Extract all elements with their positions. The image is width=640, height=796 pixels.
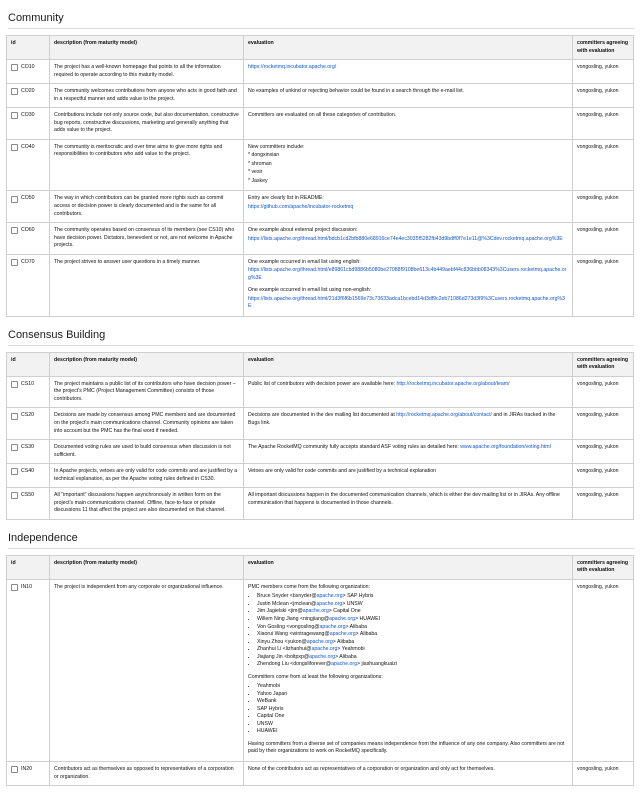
cell-committers: vongosling, yukon bbox=[573, 579, 634, 761]
row-id-label: CO10 bbox=[21, 64, 35, 71]
eval-link[interactable]: apache.org bbox=[329, 615, 355, 622]
eval-text-line: * dongxinxian bbox=[248, 152, 280, 159]
cell-evaluation bbox=[244, 108, 573, 140]
table-row bbox=[7, 191, 634, 223]
column-header-3: committers agreeing with evaluation bbox=[573, 352, 634, 376]
cell-committers: vongosling, yukon bbox=[573, 223, 634, 255]
column-header-2: evaluation bbox=[244, 555, 573, 579]
eval-bullet-item: • Xiaorui Wang <wintragewang@apache.org> Alibaba bbox=[257, 631, 568, 639]
cell-description: All "important" discussions happen asynchronously in written form on the project's main communications channel. Offline, face-to-face or private discussions 11 that affect the project are also documented on that channel. bbox=[50, 488, 244, 520]
eval-bullet-list bbox=[248, 593, 568, 668]
eval-link[interactable]: apache.org bbox=[306, 638, 333, 645]
eval-link[interactable]: apache.org bbox=[316, 600, 343, 607]
checkbox-icon[interactable] bbox=[11, 766, 18, 773]
cell-description: The community is meritocratic and over time aims to give more rights and responsibilities to contributors who add value to the project. bbox=[50, 139, 244, 191]
table-header bbox=[7, 555, 634, 579]
cell-description: The community welcomes contributions from anyone who acts in good faith and in a respectful manner and adds value to the project. bbox=[50, 84, 244, 108]
column-header-3: committers agreeing with evaluation bbox=[573, 36, 634, 60]
cell-description: The project strives to answer user questions in a timely manner. bbox=[50, 254, 244, 316]
cell-committers: vongosling, yukon bbox=[573, 440, 634, 464]
cell-id bbox=[7, 60, 50, 84]
cell-id bbox=[7, 762, 50, 786]
eval-text-line: One example about external project discussion: bbox=[248, 227, 358, 234]
eval-bullet-item: • Bruce Snyder <bsnyder@apache.org> SAP Hybris bbox=[257, 593, 568, 601]
row-id-label: CO30 bbox=[21, 112, 35, 119]
sections-container bbox=[6, 12, 634, 786]
table-body bbox=[7, 579, 634, 785]
row-id-label: IN20 bbox=[21, 766, 32, 772]
eval-text-line: * Jaskey bbox=[248, 177, 268, 184]
eval-text-line: Entry are clearly list in README: bbox=[248, 195, 324, 202]
eval-text-line: None of the contributors act as representatives of a corporation or organization and only act for themselves. bbox=[248, 766, 495, 772]
cell-id bbox=[7, 139, 50, 191]
eval-link[interactable]: https://lists.apache.org/thread.html/e89861cbd9886b5080be27088f9108be613c4b449aebf44c836bbb08343%3Cusers.rocketmq.apache.org%3E bbox=[248, 267, 567, 281]
eval-link[interactable]: apache.org bbox=[331, 661, 358, 668]
cell-committers: vongosling, yukon bbox=[573, 84, 634, 108]
table-body bbox=[7, 376, 634, 519]
cell-committers: vongosling, yukon bbox=[573, 191, 634, 223]
eval-link-line bbox=[248, 204, 568, 212]
cell-committers: vongosling, yukon bbox=[573, 762, 634, 786]
row-id-label: CO60 bbox=[21, 227, 35, 234]
cell-committers: vongosling, yukon bbox=[573, 139, 634, 191]
table-row bbox=[7, 408, 634, 440]
table-row bbox=[7, 84, 634, 108]
checkbox-icon[interactable] bbox=[11, 468, 18, 475]
eval-bullet-item: • Justin Mclean <jmclean@apache.org> UNSW bbox=[257, 601, 568, 609]
eval-link[interactable]: https://lists.apache.org/thread.html/bdcb1cd2bfb880e68916ce74e4ec3035f5282fb43d9bdff0f7e1e11@%3Cdev.rocketmq.apache.org%3E bbox=[248, 235, 563, 242]
cell-evaluation bbox=[244, 60, 573, 84]
row-id-label: CS50 bbox=[21, 492, 34, 499]
checkbox-icon[interactable] bbox=[11, 259, 18, 266]
cell-description: Contributors act as themselves as opposed to representatives of a corporation or organization. bbox=[50, 762, 244, 786]
table-header-row bbox=[7, 555, 634, 579]
eval-text-line: No examples of unkind or rejecting behavior could be found in a search through the e-mail list. bbox=[248, 88, 464, 95]
cell-evaluation bbox=[244, 579, 573, 761]
column-header-0: id bbox=[7, 555, 50, 579]
eval-text-line: PMC members come from the following organization: bbox=[248, 583, 370, 590]
eval-link[interactable]: www.apache.org/foundation/voting.html bbox=[460, 444, 551, 451]
column-header-1: description (from maturity model) bbox=[50, 555, 244, 579]
row-id-label: CO70 bbox=[21, 258, 35, 265]
cell-committers: vongosling, yukon bbox=[573, 254, 634, 316]
eval-link[interactable]: apache.org bbox=[329, 631, 356, 638]
section-title-1: Consensus Building bbox=[8, 329, 634, 346]
cell-description: Documented voting rules are used to build consensus when discussion is not sufficient. bbox=[50, 440, 244, 464]
cell-id bbox=[7, 376, 50, 408]
cell-description: Decisions are made by consensus among PMC members and are documented on the project's main communications channel. Community opinions are taken into account but the PMC has the final word if needed. bbox=[50, 408, 244, 440]
cell-description: The way in which contributors can be granted more rights such as commit access or decision power is clearly documented and is the same for all contributors. bbox=[50, 191, 244, 223]
cell-id bbox=[7, 488, 50, 520]
eval-bullet-item: • SAP Hybris bbox=[257, 706, 568, 714]
cell-id bbox=[7, 579, 50, 761]
eval-text-line: * shroman bbox=[248, 160, 272, 167]
eval-bullet-item: • Willem Ning Jiang <ningjiang@apache.org> HUAWEI bbox=[257, 616, 568, 624]
eval-text-line: The Apache RocketMQ community fully accepts standard ASF voting rules as detailed here: www.apache.org/foundation/voting.html bbox=[248, 444, 551, 451]
checkbox-icon[interactable] bbox=[11, 112, 18, 119]
cell-description: In Apache projects, vetoes are only valid for code commits and are justified by a technical explanation, as per the Apache voting rules defined in CS30. bbox=[50, 464, 244, 488]
cell-committers: vongosling, yukon bbox=[573, 108, 634, 140]
eval-link-line bbox=[248, 296, 568, 311]
cell-id bbox=[7, 440, 50, 464]
table-row bbox=[7, 440, 634, 464]
section-table-2 bbox=[6, 555, 634, 786]
cell-evaluation bbox=[244, 84, 573, 108]
eval-text-line: New committers include: bbox=[248, 143, 305, 150]
eval-text-line: Committers come from at least the following organizations: bbox=[248, 673, 383, 680]
eval-link[interactable]: apache.org bbox=[309, 653, 336, 660]
column-header-3: committers agreeing with evaluation bbox=[573, 555, 634, 579]
cell-id bbox=[7, 191, 50, 223]
eval-link[interactable]: http://rocketmq.incubator.apache.org/about/team/ bbox=[396, 380, 510, 387]
cell-description: The project is independent from any corporate or organizational influence. bbox=[50, 579, 244, 761]
table-row bbox=[7, 376, 634, 408]
cell-evaluation bbox=[244, 440, 573, 464]
eval-text-line: Vetoes are only valid for code commits and are justified by a technical explanation bbox=[248, 468, 437, 475]
cell-committers: vongosling, yukon bbox=[573, 376, 634, 408]
table-row bbox=[7, 762, 634, 786]
row-id-label: IN10 bbox=[21, 583, 32, 590]
cell-id bbox=[7, 254, 50, 316]
eval-bullet-item: • UNSW bbox=[257, 721, 568, 729]
row-id-label: CS40 bbox=[21, 468, 34, 475]
eval-text-line: Public list of contributors with decision power are available here: http://rocketmq.incubator.apache.org/about/team/ bbox=[248, 380, 510, 387]
eval-link[interactable]: apache.org bbox=[302, 608, 329, 615]
eval-text-line: One example occurred in email list using non-english: bbox=[248, 287, 372, 294]
eval-link[interactable]: apache.org bbox=[311, 646, 338, 653]
table-row bbox=[7, 254, 634, 316]
cell-evaluation bbox=[244, 139, 573, 191]
cell-evaluation bbox=[244, 376, 573, 408]
cell-description: The project has a well-known homepage that points to all the information required to operate according to this maturity model. bbox=[50, 60, 244, 84]
checkbox-icon[interactable] bbox=[11, 196, 18, 203]
cell-evaluation bbox=[244, 464, 573, 488]
section-title-0: Community bbox=[8, 12, 634, 29]
eval-text-line: All important discussions happen in the documented communication channels, which is either the dev mailing list or in JIRAs. Any offline communication that happens is documented in those channels. bbox=[248, 492, 560, 506]
table-row bbox=[7, 488, 634, 520]
checkbox-icon[interactable] bbox=[11, 144, 18, 151]
eval-link[interactable]: http://rocketmq.apache.org/about/contact/ bbox=[396, 412, 492, 419]
table-row bbox=[7, 579, 634, 761]
table-row bbox=[7, 464, 634, 488]
eval-link-line bbox=[248, 236, 568, 244]
column-header-2: evaluation bbox=[244, 352, 573, 376]
section-table-1 bbox=[6, 352, 634, 520]
table-row bbox=[7, 108, 634, 140]
eval-text-line: * vesir bbox=[248, 169, 263, 176]
eval-text-line: Decisions are documented in the dev mailing list documented at http://rocketmq.apache.org/about/contact/ and in JIRAs tracked in the Bugs link. bbox=[248, 412, 556, 426]
cell-committers: vongosling, yukon bbox=[573, 464, 634, 488]
eval-bullet-item: • Yahoo Japan bbox=[257, 691, 568, 699]
eval-bullet-item: • Yeahmobi bbox=[257, 683, 568, 691]
table-header bbox=[7, 352, 634, 376]
eval-link-line bbox=[248, 267, 568, 282]
cell-committers: vongosling, yukon bbox=[573, 60, 634, 84]
document-body bbox=[0, 12, 640, 796]
table-header-row bbox=[7, 36, 634, 60]
cell-evaluation bbox=[244, 223, 573, 255]
eval-text-line: One example occurred in email list using english: bbox=[248, 258, 361, 265]
eval-bullet-item: • Jim Jagielski <jim@apache.org> Capital One bbox=[257, 608, 568, 616]
cell-id bbox=[7, 108, 50, 140]
cell-evaluation bbox=[244, 488, 573, 520]
eval-link[interactable]: apache.org bbox=[316, 593, 343, 600]
checkbox-icon[interactable] bbox=[11, 492, 18, 499]
column-header-2: evaluation bbox=[244, 36, 573, 60]
row-id-label: CO20 bbox=[21, 88, 35, 95]
checkbox-icon[interactable] bbox=[11, 444, 18, 451]
checkbox-icon[interactable] bbox=[11, 413, 18, 420]
cell-description: The community operates based on consensus of its members (see CS10) who have decision power. Dictators, benevolent or not, are not welcome in Apache projects. bbox=[50, 223, 244, 255]
eval-link[interactable]: https://lists.apache.org/thread.html/21d3f6f6b1569e73c73633adca1bcebd14d3df9c2eb71086d273d3f9%3Cusers.rocketmq.apache.org%3E bbox=[248, 295, 565, 310]
eval-bullet-item: • WeBank bbox=[257, 698, 568, 706]
eval-bullet-item: • HUAWEI bbox=[257, 728, 568, 736]
row-id-label: CS10 bbox=[21, 380, 34, 387]
cell-description: Contributions include not only source code, but also documentation, constructive bug reports, constructive discussions, marketing and generally anything that adds value to the project. bbox=[50, 108, 244, 140]
checkbox-icon[interactable] bbox=[11, 227, 18, 234]
table-row bbox=[7, 223, 634, 255]
eval-bullet-item: • Jiajiang Jin <boltpxp@apache.org> Alibaba bbox=[257, 654, 568, 662]
table-header-row bbox=[7, 352, 634, 376]
cell-evaluation bbox=[244, 191, 573, 223]
checkbox-icon[interactable] bbox=[11, 64, 18, 71]
cell-id bbox=[7, 84, 50, 108]
cell-committers: vongosling, yukon bbox=[573, 488, 634, 520]
eval-text-line: Committers are evaluated on all these categories of contribution. bbox=[248, 112, 397, 119]
eval-link[interactable]: https://github.com/apache/incubator-rocketmq bbox=[248, 203, 354, 210]
eval-bullet-item: • Xinyu Zhou <yukon@apache.org> Alibaba bbox=[257, 639, 568, 647]
column-header-1: description (from maturity model) bbox=[50, 352, 244, 376]
eval-bullet-list bbox=[248, 683, 568, 736]
eval-link-line bbox=[248, 64, 568, 72]
checkbox-icon[interactable] bbox=[11, 381, 18, 388]
section-table-0 bbox=[6, 35, 634, 317]
row-id-label: CS30 bbox=[21, 444, 34, 451]
checkbox-icon[interactable] bbox=[11, 88, 18, 95]
column-header-0: id bbox=[7, 36, 50, 60]
cell-evaluation bbox=[244, 408, 573, 440]
cell-committers: vongosling, yukon bbox=[573, 408, 634, 440]
checkbox-icon[interactable] bbox=[11, 584, 18, 591]
eval-text-line: Having committers from a diverse set of companies means independence from the influence of any one company. Also committers are not paid by their organizations to work on RocketMQ specifically. bbox=[248, 740, 565, 755]
cell-description: The project maintains a public list of its contributors who have decision power – the project's PMC (Project Management Committee) consists of those contributors. bbox=[50, 376, 244, 408]
row-id-label: CO40 bbox=[21, 143, 35, 150]
cell-id bbox=[7, 223, 50, 255]
table-header bbox=[7, 36, 634, 60]
eval-link[interactable]: apache.org bbox=[319, 623, 346, 630]
eval-bullet-item: • Zhendong Liu <dongsliforever@apache.org> jiashuangkuaizi bbox=[257, 661, 568, 669]
cell-evaluation bbox=[244, 762, 573, 786]
cell-id bbox=[7, 408, 50, 440]
eval-link[interactable]: https://rocketmq.incubator.apache.org/ bbox=[248, 64, 337, 71]
cell-evaluation bbox=[244, 254, 573, 316]
row-id-label: CO50 bbox=[21, 195, 35, 202]
row-id-label: CS20 bbox=[21, 412, 34, 419]
eval-bullet-item: • Capital One bbox=[257, 713, 568, 721]
column-header-1: description (from maturity model) bbox=[50, 36, 244, 60]
eval-bullet-item: • Zhanhui Li <lizhanhui@apache.org> Yeahmobi bbox=[257, 646, 568, 654]
eval-bullet-item: • Von Gosling <vongosling@apache.org> Alibaba bbox=[257, 624, 568, 632]
table-row bbox=[7, 60, 634, 84]
cell-id bbox=[7, 464, 50, 488]
table-body bbox=[7, 60, 634, 317]
column-header-0: id bbox=[7, 352, 50, 376]
section-title-2: Independence bbox=[8, 532, 634, 549]
table-row bbox=[7, 139, 634, 191]
